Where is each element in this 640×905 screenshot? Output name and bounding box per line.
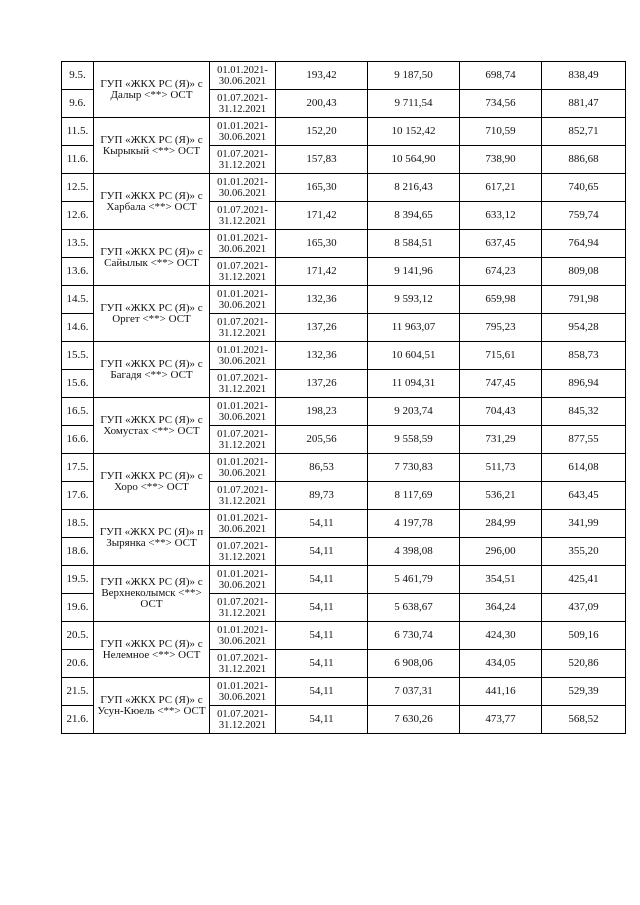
value-4: 877,55 xyxy=(542,426,626,454)
period: 01.01.2021-30.06.2021 xyxy=(210,454,276,482)
value-2: 9 187,50 xyxy=(368,62,460,90)
period: 01.07.2021-31.12.2021 xyxy=(210,594,276,622)
value-1: 86,53 xyxy=(276,454,368,482)
value-1: 171,42 xyxy=(276,202,368,230)
period: 01.07.2021-31.12.2021 xyxy=(210,370,276,398)
value-3: 633,12 xyxy=(460,202,542,230)
value-4: 740,65 xyxy=(542,174,626,202)
period: 01.07.2021-31.12.2021 xyxy=(210,202,276,230)
table-row xyxy=(62,566,626,594)
value-3: 698,74 xyxy=(460,62,542,90)
value-4: 809,08 xyxy=(542,258,626,286)
period: 01.01.2021-30.06.2021 xyxy=(210,622,276,650)
value-1: 200,43 xyxy=(276,90,368,118)
row-number: 15.5. xyxy=(62,342,94,370)
row-number: 13.6. xyxy=(62,258,94,286)
value-1: 54,11 xyxy=(276,594,368,622)
period: 01.01.2021-30.06.2021 xyxy=(210,62,276,90)
table-row xyxy=(62,62,626,90)
value-2: 5 638,67 xyxy=(368,594,460,622)
value-3: 284,99 xyxy=(460,510,542,538)
organization-name: ГУП «ЖКХ РС (Я)» с Далыр <**> ОСТ xyxy=(94,62,210,118)
value-2: 11 094,31 xyxy=(368,370,460,398)
period: 01.07.2021-31.12.2021 xyxy=(210,90,276,118)
table-row xyxy=(62,398,626,426)
table-row xyxy=(62,342,626,370)
value-3: 710,59 xyxy=(460,118,542,146)
value-4: 764,94 xyxy=(542,230,626,258)
organization-name: ГУП «ЖКХ РС (Я)» с Хомустах <**> ОСТ xyxy=(94,398,210,454)
value-2: 9 203,74 xyxy=(368,398,460,426)
value-2: 10 604,51 xyxy=(368,342,460,370)
value-2: 5 461,79 xyxy=(368,566,460,594)
organization-name: ГУП «ЖКХ РС (Я)» с Хоро <**> ОСТ xyxy=(94,454,210,510)
value-2: 8 394,65 xyxy=(368,202,460,230)
value-3: 715,61 xyxy=(460,342,542,370)
value-2: 7 630,26 xyxy=(368,706,460,734)
period: 01.01.2021-30.06.2021 xyxy=(210,118,276,146)
value-2: 9 593,12 xyxy=(368,286,460,314)
value-3: 738,90 xyxy=(460,146,542,174)
organization-name: ГУП «ЖКХ РС (Я)» с Харбала <**> ОСТ xyxy=(94,174,210,230)
table-row xyxy=(62,230,626,258)
value-2: 8 117,69 xyxy=(368,482,460,510)
row-number: 19.6. xyxy=(62,594,94,622)
value-3: 617,21 xyxy=(460,174,542,202)
table-row xyxy=(62,678,626,706)
value-3: 296,00 xyxy=(460,538,542,566)
value-2: 9 141,96 xyxy=(368,258,460,286)
value-1: 54,11 xyxy=(276,678,368,706)
table-row xyxy=(62,286,626,314)
value-3: 637,45 xyxy=(460,230,542,258)
table-row xyxy=(62,118,626,146)
value-3: 354,51 xyxy=(460,566,542,594)
period: 01.07.2021-31.12.2021 xyxy=(210,426,276,454)
row-number: 18.6. xyxy=(62,538,94,566)
value-1: 171,42 xyxy=(276,258,368,286)
row-number: 16.5. xyxy=(62,398,94,426)
table-row xyxy=(62,510,626,538)
row-number: 14.6. xyxy=(62,314,94,342)
period: 01.01.2021-30.06.2021 xyxy=(210,286,276,314)
value-1: 165,30 xyxy=(276,174,368,202)
row-number: 19.5. xyxy=(62,566,94,594)
value-4: 355,20 xyxy=(542,538,626,566)
row-number: 21.6. xyxy=(62,706,94,734)
period: 01.07.2021-31.12.2021 xyxy=(210,482,276,510)
value-2: 6 730,74 xyxy=(368,622,460,650)
value-4: 614,08 xyxy=(542,454,626,482)
value-1: 54,11 xyxy=(276,566,368,594)
value-1: 132,36 xyxy=(276,342,368,370)
row-number: 20.6. xyxy=(62,650,94,678)
value-1: 54,11 xyxy=(276,650,368,678)
row-number: 14.5. xyxy=(62,286,94,314)
row-number: 17.5. xyxy=(62,454,94,482)
value-4: 954,28 xyxy=(542,314,626,342)
value-4: 791,98 xyxy=(542,286,626,314)
value-3: 659,98 xyxy=(460,286,542,314)
value-3: 441,16 xyxy=(460,678,542,706)
period: 01.07.2021-31.12.2021 xyxy=(210,706,276,734)
value-1: 152,20 xyxy=(276,118,368,146)
value-4: 425,41 xyxy=(542,566,626,594)
value-3: 734,56 xyxy=(460,90,542,118)
row-number: 12.5. xyxy=(62,174,94,202)
value-2: 8 216,43 xyxy=(368,174,460,202)
value-1: 54,11 xyxy=(276,510,368,538)
period: 01.01.2021-30.06.2021 xyxy=(210,510,276,538)
value-2: 6 908,06 xyxy=(368,650,460,678)
value-4: 838,49 xyxy=(542,62,626,90)
value-2: 7 037,31 xyxy=(368,678,460,706)
value-2: 9 558,59 xyxy=(368,426,460,454)
organization-name: ГУП «ЖКХ РС (Я)» с Кырыкый <**> ОСТ xyxy=(94,118,210,174)
value-2: 8 584,51 xyxy=(368,230,460,258)
value-1: 132,36 xyxy=(276,286,368,314)
period: 01.07.2021-31.12.2021 xyxy=(210,650,276,678)
organization-name: ГУП «ЖКХ РС (Я)» п Зырянка <**> ОСТ xyxy=(94,510,210,566)
value-4: 858,73 xyxy=(542,342,626,370)
value-3: 747,45 xyxy=(460,370,542,398)
value-1: 137,26 xyxy=(276,314,368,342)
table-row xyxy=(62,454,626,482)
row-number: 21.5. xyxy=(62,678,94,706)
period: 01.01.2021-30.06.2021 xyxy=(210,342,276,370)
period: 01.01.2021-30.06.2021 xyxy=(210,174,276,202)
value-4: 852,71 xyxy=(542,118,626,146)
value-2: 9 711,54 xyxy=(368,90,460,118)
value-3: 704,43 xyxy=(460,398,542,426)
row-number: 11.6. xyxy=(62,146,94,174)
organization-name: ГУП «ЖКХ РС (Я)» с Оргет <**> ОСТ xyxy=(94,286,210,342)
period: 01.01.2021-30.06.2021 xyxy=(210,230,276,258)
period: 01.01.2021-30.06.2021 xyxy=(210,398,276,426)
organization-name: ГУП «ЖКХ РС (Я)» с Нелемное <**> ОСТ xyxy=(94,622,210,678)
period: 01.07.2021-31.12.2021 xyxy=(210,314,276,342)
period: 01.01.2021-30.06.2021 xyxy=(210,678,276,706)
value-4: 759,74 xyxy=(542,202,626,230)
row-number: 17.6. xyxy=(62,482,94,510)
value-1: 193,42 xyxy=(276,62,368,90)
value-2: 10 152,42 xyxy=(368,118,460,146)
value-1: 89,73 xyxy=(276,482,368,510)
organization-name: ГУП «ЖКХ РС (Я)» с Верхнеколымск <**> ОСТ xyxy=(94,566,210,622)
value-3: 473,77 xyxy=(460,706,542,734)
value-3: 731,29 xyxy=(460,426,542,454)
period: 01.07.2021-31.12.2021 xyxy=(210,146,276,174)
tariff-table xyxy=(61,61,626,734)
row-number: 11.5. xyxy=(62,118,94,146)
value-4: 896,94 xyxy=(542,370,626,398)
value-4: 509,16 xyxy=(542,622,626,650)
organization-name: ГУП «ЖКХ РС (Я)» с Усун-Кюель <**> ОСТ xyxy=(94,678,210,734)
value-4: 845,32 xyxy=(542,398,626,426)
value-3: 424,30 xyxy=(460,622,542,650)
value-3: 674,23 xyxy=(460,258,542,286)
value-3: 434,05 xyxy=(460,650,542,678)
value-4: 437,09 xyxy=(542,594,626,622)
value-4: 341,99 xyxy=(542,510,626,538)
value-3: 364,24 xyxy=(460,594,542,622)
value-1: 157,83 xyxy=(276,146,368,174)
value-4: 881,47 xyxy=(542,90,626,118)
value-1: 54,11 xyxy=(276,622,368,650)
organization-name: ГУП «ЖКХ РС (Я)» с Багадя <**> ОСТ xyxy=(94,342,210,398)
value-3: 536,21 xyxy=(460,482,542,510)
row-number: 12.6. xyxy=(62,202,94,230)
value-2: 7 730,83 xyxy=(368,454,460,482)
tariff-table-body xyxy=(62,62,626,734)
value-2: 11 963,07 xyxy=(368,314,460,342)
row-number: 16.6. xyxy=(62,426,94,454)
value-4: 568,52 xyxy=(542,706,626,734)
value-1: 205,56 xyxy=(276,426,368,454)
row-number: 18.5. xyxy=(62,510,94,538)
row-number: 15.6. xyxy=(62,370,94,398)
value-2: 4 197,78 xyxy=(368,510,460,538)
period: 01.07.2021-31.12.2021 xyxy=(210,258,276,286)
value-1: 198,23 xyxy=(276,398,368,426)
value-1: 137,26 xyxy=(276,370,368,398)
value-1: 54,11 xyxy=(276,538,368,566)
value-4: 643,45 xyxy=(542,482,626,510)
value-2: 4 398,08 xyxy=(368,538,460,566)
row-number: 9.6. xyxy=(62,90,94,118)
value-1: 54,11 xyxy=(276,706,368,734)
value-4: 886,68 xyxy=(542,146,626,174)
row-number: 9.5. xyxy=(62,62,94,90)
period: 01.01.2021-30.06.2021 xyxy=(210,566,276,594)
table-row xyxy=(62,622,626,650)
row-number: 13.5. xyxy=(62,230,94,258)
table-row xyxy=(62,174,626,202)
value-4: 520,86 xyxy=(542,650,626,678)
organization-name: ГУП «ЖКХ РС (Я)» с Сайылык <**> ОСТ xyxy=(94,230,210,286)
value-3: 795,23 xyxy=(460,314,542,342)
value-4: 529,39 xyxy=(542,678,626,706)
value-3: 511,73 xyxy=(460,454,542,482)
value-2: 10 564,90 xyxy=(368,146,460,174)
value-1: 165,30 xyxy=(276,230,368,258)
row-number: 20.5. xyxy=(62,622,94,650)
period: 01.07.2021-31.12.2021 xyxy=(210,538,276,566)
